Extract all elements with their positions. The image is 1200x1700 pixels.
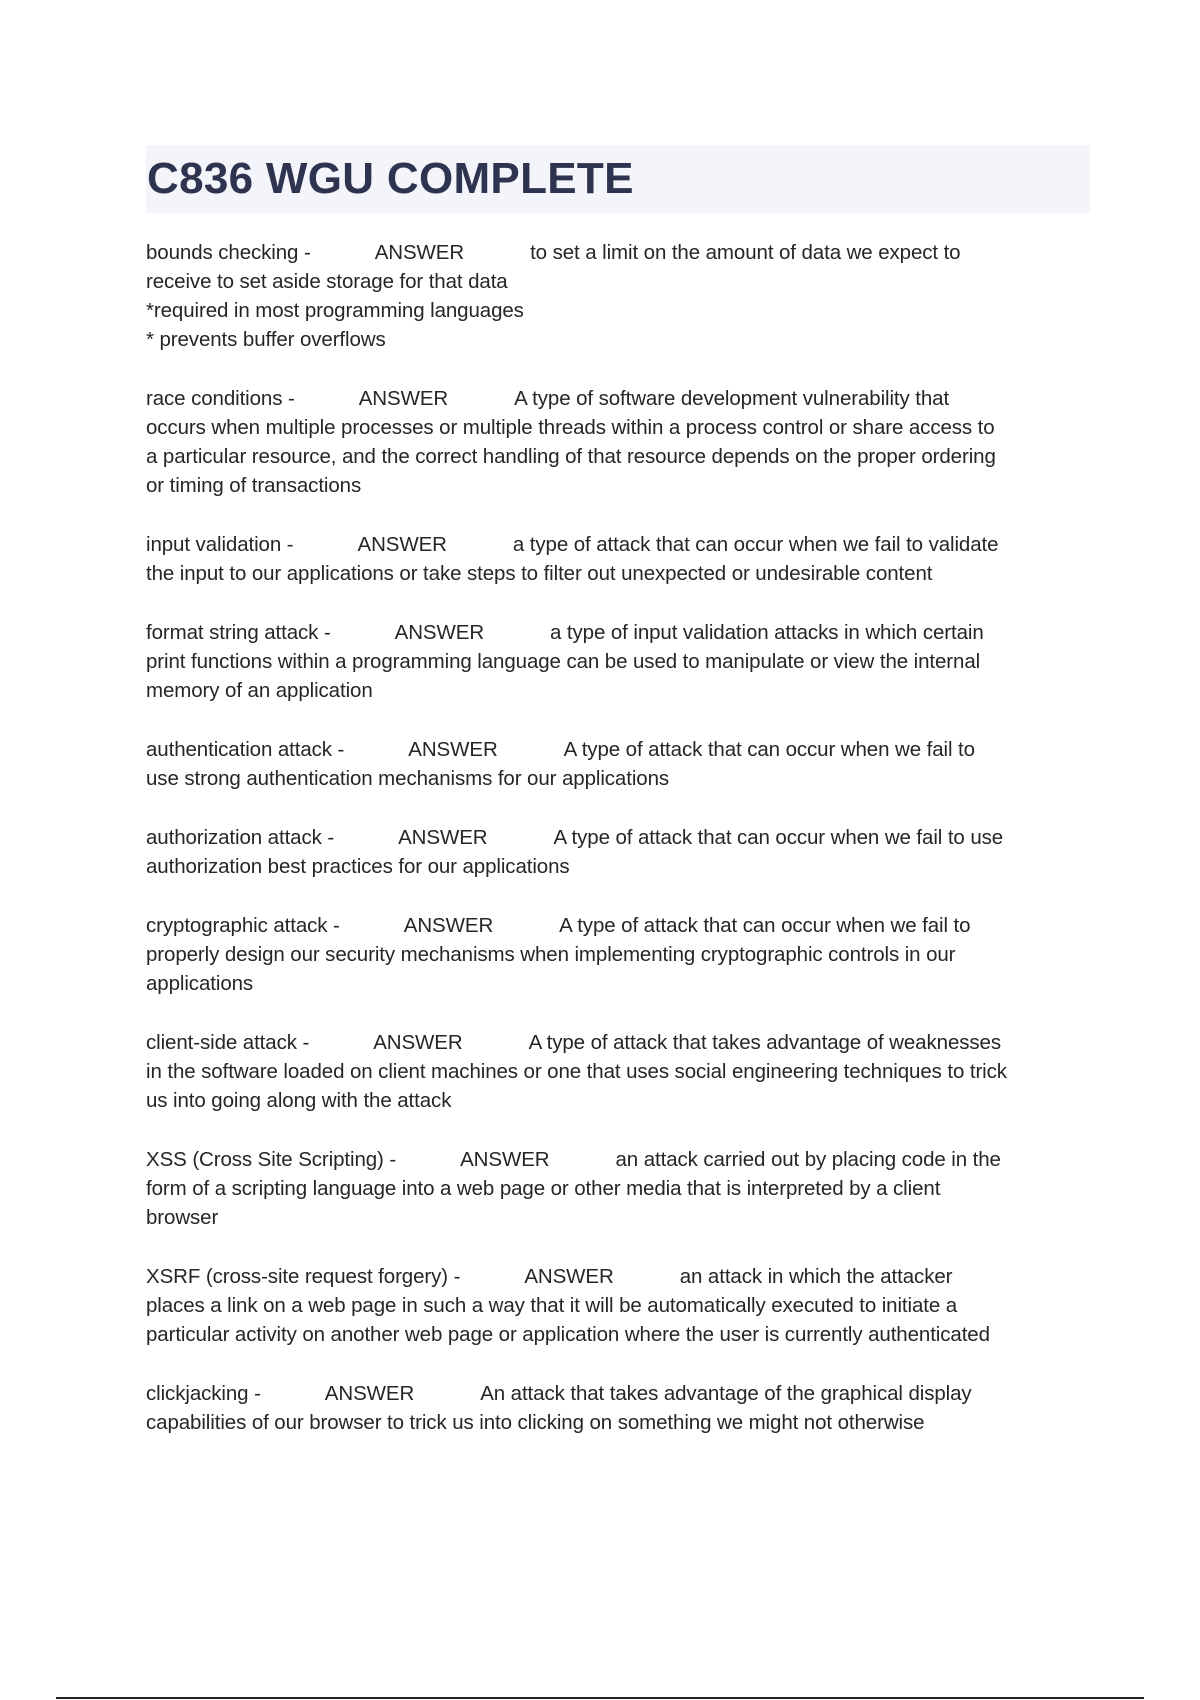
entry-definition-line: particular activity on another web page or application where the user is currently authenticated <box>146 1323 990 1346</box>
title-banner <box>146 145 1090 213</box>
list-item <box>146 384 1090 500</box>
entry-definition: A type of attack that can occur when we fail to <box>559 914 971 937</box>
entry-definition-line: applications <box>146 972 254 995</box>
entry-definition-line: browser <box>146 1206 219 1229</box>
answer-label: ANSWER <box>394 621 485 644</box>
answer-label: ANSWER <box>408 738 498 761</box>
entry-definition: an attack carried out by placing code in the <box>615 1148 1001 1171</box>
list-item <box>146 735 1090 793</box>
entry-term: XSS (Cross Site Scripting) - <box>146 1148 397 1171</box>
answer-label: ANSWER <box>374 241 465 264</box>
entry-term: input validation - <box>146 533 294 556</box>
entry-definition: An attack that takes advantage of the graphical display <box>480 1382 972 1405</box>
entry-definition-line: memory of an application <box>146 679 373 702</box>
answer-label: ANSWER <box>357 533 447 556</box>
entry-definition: to set a limit on the amount of data we expect to <box>530 241 961 264</box>
entry-first-line <box>146 1028 1090 1057</box>
entry-first-line <box>146 911 1090 940</box>
list-item <box>146 238 1090 354</box>
entry-term: client-side attack - <box>146 1031 310 1054</box>
list-item <box>146 1145 1090 1232</box>
entry-definition-line: in the software loaded on client machines or one that uses social engineering techniques to trick <box>146 1060 1007 1083</box>
entry-term: bounds checking - <box>146 241 311 264</box>
entry-definition: a type of attack that can occur when we fail to validate <box>512 533 999 556</box>
entry-term: authorization attack - <box>146 826 335 849</box>
entry-definition-line: *required in most programming languages <box>146 299 524 322</box>
entry-term: cryptographic attack - <box>146 914 340 937</box>
list-item <box>146 911 1090 998</box>
list-item <box>146 1379 1090 1437</box>
entry-definition-line: use strong authentication mechanisms for our applications <box>146 767 670 790</box>
list-item <box>146 1262 1090 1349</box>
list-item <box>146 618 1090 705</box>
entry-definition: a type of input validation attacks in which certain <box>550 621 984 644</box>
entry-definition-line: capabilities of our browser to trick us into clicking on something we might not otherwise <box>146 1411 925 1434</box>
entry-definition: A type of attack that takes advantage of weaknesses <box>528 1031 1001 1054</box>
entry-definition-line: or timing of transactions <box>146 474 362 497</box>
list-item <box>146 530 1090 588</box>
entry-term: format string attack - <box>146 621 331 644</box>
answer-label: ANSWER <box>460 1148 550 1171</box>
entry-definition-line: us into going along with the attack <box>146 1089 452 1112</box>
entry-term: race conditions - <box>146 387 295 410</box>
entry-definition-line: print functions within a programming language can be used to manipulate or view the internal <box>146 650 981 673</box>
entry-definition: A type of attack that can occur when we fail to use <box>553 826 1004 849</box>
list-item <box>146 1028 1090 1115</box>
entry-first-line <box>146 1379 1090 1408</box>
answer-label: ANSWER <box>524 1265 614 1288</box>
entry-first-line <box>146 618 1090 647</box>
entry-first-line <box>146 1262 1090 1291</box>
entry-first-line <box>146 823 1090 852</box>
entry-definition: A type of attack that can occur when we fail to <box>563 738 975 761</box>
entry-definition-line: properly design our security mechanisms when implementing cryptographic controls in our <box>146 943 956 966</box>
answer-label: ANSWER <box>373 1031 463 1054</box>
entry-definition-line: the input to our applications or take steps to filter out unexpected or undesirable content <box>146 562 933 585</box>
entry-definition: an attack in which the attacker <box>679 1265 953 1288</box>
entry-definition-line: places a link on a web page in such a way that it will be automatically executed to initiate a <box>146 1294 958 1317</box>
page-title: C836 WGU COMPLETE <box>147 154 634 203</box>
entry-definition-line: a particular resource, and the correct handling of that resource depends on the proper ordering <box>146 445 996 468</box>
list-item <box>146 823 1090 881</box>
footer-divider <box>56 1697 1144 1699</box>
entry-first-line <box>146 238 1090 267</box>
entry-first-line <box>146 530 1090 559</box>
answer-label: ANSWER <box>398 826 488 849</box>
entry-first-line <box>146 1145 1090 1174</box>
answer-label: ANSWER <box>403 914 494 937</box>
entry-definition-line: * prevents buffer overflows <box>146 328 386 351</box>
entry-definition-line: occurs when multiple processes or multiple threads within a process control or share access to <box>146 416 995 439</box>
entry-definition-line: receive to set aside storage for that data <box>146 270 508 293</box>
entry-term: clickjacking - <box>146 1382 261 1405</box>
entry-term: XSRF (cross-site request forgery) - <box>146 1265 461 1288</box>
answer-label: ANSWER <box>324 1382 415 1405</box>
answer-label: ANSWER <box>358 387 449 410</box>
entry-definition-line: form of a scripting language into a web page or other media that is interpreted by a client <box>146 1177 941 1200</box>
entry-term: authentication attack - <box>146 738 345 761</box>
entry-definition: A type of software development vulnerability that <box>514 387 950 410</box>
entry-first-line <box>146 384 1090 413</box>
entries-list <box>146 238 1090 1467</box>
entry-first-line <box>146 735 1090 764</box>
entry-definition-line: authorization best practices for our applications <box>146 855 570 878</box>
